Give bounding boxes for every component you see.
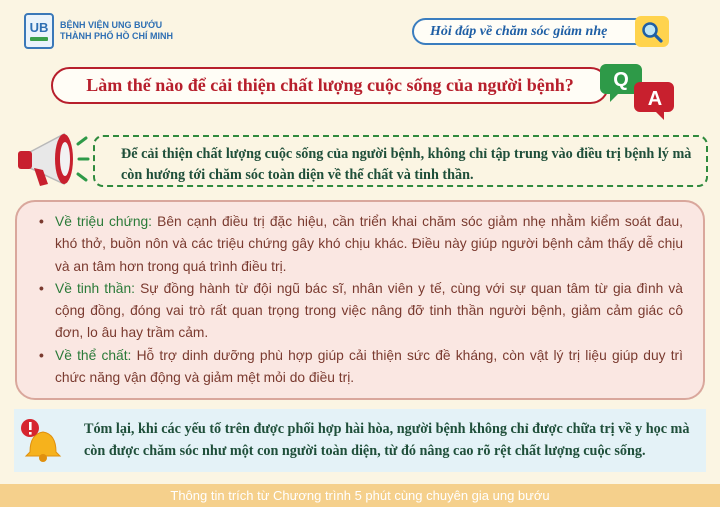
hospital-logo <box>24 13 173 49</box>
bullet-icon: • <box>39 347 44 363</box>
main-content-panel <box>15 200 705 400</box>
point-text: Hỗ trợ dinh dưỡng phù hợp giúp cải thiện sức đề kháng, còn vật lý trị liệu giúp duy trì chức năng vận động và giảm mệt mỏi do điều trị. <box>55 347 683 386</box>
question-text: Làm thế nào để cải thiện chất lượng cuộc sống của người bệnh? <box>86 75 574 95</box>
magnifier-icon <box>635 16 669 47</box>
hospital-logo-icon: UB <box>24 13 54 49</box>
bullet-icon: • <box>39 280 44 296</box>
qa-topic-title: Hỏi đáp về chăm sóc giảm nhẹ <box>430 23 608 39</box>
hospital-name-line2: THÀNH PHỐ HỒ CHÍ MINH <box>60 31 173 41</box>
alarm-bell-icon <box>18 416 68 466</box>
point-heading: Về thể chất: <box>55 347 132 363</box>
list-item <box>37 345 683 390</box>
footer-text: Thông tin trích từ Chương trình 5 phút cùng chuyên gia ung bướu <box>170 488 550 503</box>
hospital-name-line1: BỆNH VIỆN UNG BƯỚU <box>60 20 163 30</box>
hospital-name <box>60 20 173 42</box>
a-letter: A <box>647 88 663 110</box>
q-letter: Q <box>613 69 629 91</box>
intro-text: Để cải thiện chất lượng cuộc sống của người bệnh, không chỉ tập trung vào điều trị bệnh lý mà còn hướng tới chăm sóc toàn diện về thể chất và tinh thần. <box>121 146 692 183</box>
bullet-icon: • <box>39 214 44 229</box>
qa-speech-bubbles-icon <box>600 60 680 120</box>
summary-text: Tóm lại, khi các yếu tố trên được phối hợp hài hòa, người bệnh không chỉ được chữa trị về y học mà còn được chăm sóc như một con người toàn diện, từ đó nâng cao rõ rệt chất lượng cuộc sống. <box>84 421 690 459</box>
point-text: Bên cạnh điều trị đặc hiệu, cần triển khai chăm sóc giảm nhẹ nhằm kiểm soát đau, khó thở, buồn nôn và các triệu chứng gây khó chịu khác. Điều này giúp người bệnh cảm thấy dễ chịu và an tâm hơn trong quá trình điều trị. <box>55 214 683 274</box>
points-list <box>37 211 683 389</box>
point-heading: Về tinh thần: <box>55 280 135 296</box>
footer-bar <box>0 484 720 507</box>
point-text: Sự đồng hành từ đội ngũ bác sĩ, nhân viên y tế, cùng với sự quan tâm từ gia đình và cộng đồng, đóng vai trò rất quan trọng trong việc nâng đỡ tinh thần người bệnh, giảm cảm giác cô đơn, lo âu hay trầm cảm. <box>55 280 683 341</box>
megaphone-icon <box>12 126 90 196</box>
summary-box <box>14 409 706 472</box>
question-banner <box>51 67 609 104</box>
intro-box <box>93 135 708 187</box>
list-item <box>37 278 683 345</box>
list-item <box>37 211 683 278</box>
qa-topic-badge <box>412 18 668 45</box>
point-heading: Về triệu chứng: <box>55 214 153 229</box>
